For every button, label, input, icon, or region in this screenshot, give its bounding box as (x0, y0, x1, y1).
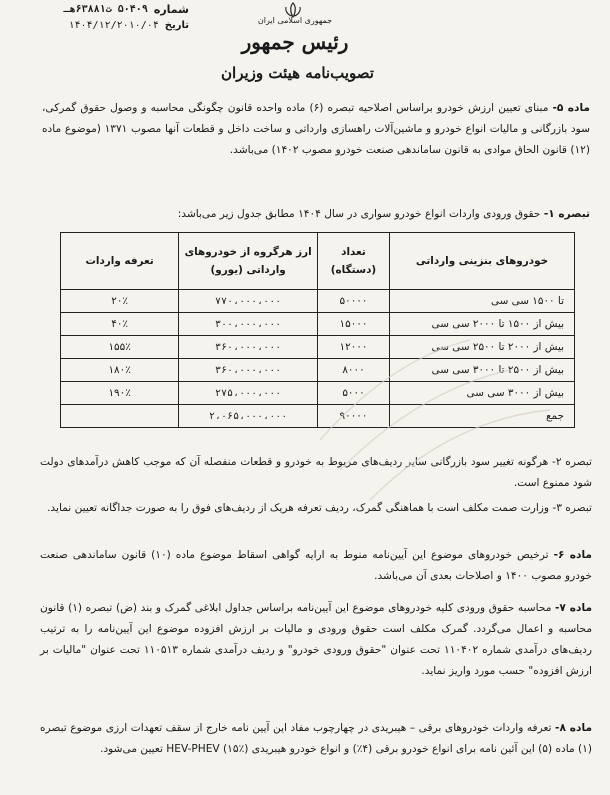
article-5-text: مبنای تعیین ارزش خودرو براساس اصلاحیه تبصره (۶) ماده واحده قانون چگونگی محاسبه و وصول حقوق گمرکی، سود بازرگانی و مالیات انواع خودرو و ماشین‌آلات راهسازی وارداتی و ساخت داخل و قطعات آنها مصوب ۱۳۷۱ (موضوع ماده (۱۲) قانون الحاق موادی به قانون ساماندهی صنعت خودرو مصوب ۱۴۰۲) می‌باشد. (42, 102, 590, 156)
cell-vehicle: بیش از ۲۵۰۰ تا ۳۰۰۰ سی سی (389, 359, 574, 382)
president-title: رئیس جمهور (241, 30, 349, 54)
note-1 (42, 204, 590, 225)
date-label: تاریخ (164, 20, 189, 31)
cell-vehicle: بیش از ۲۰۰۰ تا ۲۵۰۰ سی سی (389, 336, 574, 359)
col-header-count: تعداد (دستگاه) (318, 233, 390, 290)
cell-count: ۱۵۰۰۰ (318, 313, 390, 336)
col-header-vehicles: خودروهای بنزینی وارداتی (389, 233, 574, 290)
cell-vehicle: بیش از ۱۵۰۰ تا ۲۰۰۰ سی سی (389, 313, 574, 336)
article-5 (42, 98, 590, 161)
cell-currency: ۳۶۰،۰۰۰،۰۰۰ (179, 359, 318, 382)
cell-currency: ۷۷۰،۰۰۰،۰۰۰ (179, 290, 318, 313)
cell-currency: ۲۷۵،۰۰۰،۰۰۰ (179, 382, 318, 405)
note-1-title: تبصره ۱- (543, 208, 590, 220)
cell-count: ۱۲۰۰۰ (318, 336, 390, 359)
cabinet-title: تصویب‌نامه هیئت وزیران (221, 64, 374, 82)
number-value: ۵۰۴۰۹ (117, 4, 148, 15)
document-meta (14, 2, 189, 34)
table-row (61, 290, 575, 313)
date-row (14, 18, 189, 34)
cell-vehicle: تا ۱۵۰۰ سی سی (389, 290, 574, 313)
table-total-row (61, 405, 575, 428)
cell-count: ۵۰۰۰۰ (318, 290, 390, 313)
number-row (14, 2, 189, 18)
article-7-text: محاسبه حقوق ورودی کلیه خودروهای موضوع این آیین‌نامه براساس جداول ابلاغی گمرک و بند (ض) تبصره (۱) قانون محاسبه و اعمال می‌گردد. گمرک مکلف است حقوق ورودی و مالیات بر ارزش افزوده موضوع این آیین‌نامه را به ترتیب ردیف‌های درآمدی شماره ۱۱۰۴۰۲ تحت عنوان "حقوق ورودی خودرو" و ردیف درآمدی شماره ۱۱۰۵۱۳ تحت عنوان "مالیات بر ارزش افزوده" حسب مورد واریز نماید. (40, 602, 593, 677)
article-6-title: ماده ۶- (553, 549, 592, 561)
cell-tariff: ۱۸۰٪ (61, 359, 179, 382)
col-header-tariff: تعرفه واردات (61, 233, 179, 290)
import-tariff-table (60, 232, 575, 428)
republic-title: جمهوری اسلامی ایران (257, 16, 333, 25)
cell-tariff: ۲۰٪ (61, 290, 179, 313)
article-7-title: ماده ۷- (554, 602, 592, 614)
table-row (61, 313, 575, 336)
note-1-text: حقوق ورودی واردات انواع خودرو سواری در سال ۱۴۰۴ مطابق جدول زیر می‌باشد: (177, 208, 544, 220)
article-8 (40, 718, 592, 760)
article-8-text: تعرفه واردات خودروهای برقی – هیبریدی در چهارچوب مفاد این آیین نامه خارج از سقف تعهدات ارزی موضوع تبصره (۱) ماده (۵) این آئین نامه برای انواع خودرو برقی (۴٪) و انواع خودرو هیبریدی HEV-PHEV (۱۵٪) تعیین می‌شود. (40, 722, 592, 755)
cell-total-count: ۹۰۰۰۰ (318, 405, 390, 428)
cell-count: ۵۰۰۰ (318, 382, 390, 405)
date-value: ۱۴۰۴/۱۲/۲۰۱۰/۰۴ (68, 20, 159, 31)
table-header-row (61, 233, 575, 290)
note-3: تبصره ۳- وزارت صمت مکلف است با هماهنگی گمرک، ردیف تعرفه هریک از ردیف‌های فوق را به صورت جداگانه تعیین نماید. (47, 502, 592, 514)
note-2: تبصره ۲- هرگونه تغییر سود بازرگانی سایر ردیف‌های مربوط به خودرو و قطعات منفصله آن که موجب کاهش درآمدهای دولت شود ممنوع است. (40, 456, 592, 489)
cell-vehicle: بیش از ۳۰۰۰ سی سی (389, 382, 574, 405)
number-label: شماره (153, 3, 189, 16)
cell-tariff: ۱۹۰٪ (61, 382, 179, 405)
table-row (61, 336, 575, 359)
cell-total-currency: ۲،۰۶۵،۰۰۰،۰۰۰ (179, 405, 318, 428)
cell-total-tariff (61, 405, 179, 428)
cell-tariff: ۱۵۵٪ (61, 336, 179, 359)
cell-currency: ۳۰۰،۰۰۰،۰۰۰ (179, 313, 318, 336)
col-header-currency: ارز هرگروه از خودروهای وارداتی (یورو) (179, 233, 318, 290)
cell-total-label: جمع (389, 405, 574, 428)
article-6-text: ترخیص خودروهای موضوع این آیین‌نامه منوط به ارایه گواهی اسقاط موضوع ماده (۱۰) قانون ساماندهی صنعت خودرو مصوب ۱۴۰۰ و اصلاحات بعدی آن می‌باشد. (40, 549, 592, 582)
cell-count: ۸۰۰۰ (318, 359, 390, 382)
article-8-title: ماده ۸- (555, 722, 593, 734)
table-row (61, 359, 575, 382)
article-7 (40, 598, 592, 682)
table-row (61, 382, 575, 405)
cell-currency: ۳۶۰،۰۰۰،۰۰۰ (179, 336, 318, 359)
cell-tariff: ۴۰٪ (61, 313, 179, 336)
reference-value: ت۶۳۸۸۱هـ (63, 4, 112, 15)
article-6 (40, 545, 592, 587)
article-5-title: ماده ۵- (552, 102, 590, 114)
